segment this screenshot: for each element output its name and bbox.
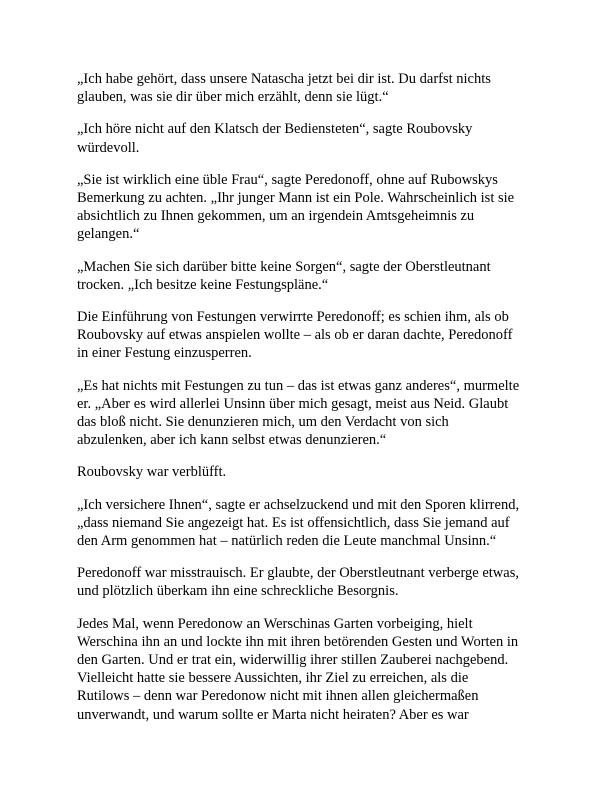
paragraph-10: Jedes Mal, wenn Peredonow an Werschinas Garten vorbeiging, hielt Werschina ihn an und lockte ihn mit ihren betörenden Gesten und Worten in den Garten. Und er trat ein, widerwillig ihrer stillen Zauberei nachgebend. Vielleicht hatte sie bessere Aussichten, ihr Ziel zu erreichen, als die Rutilows – denn war Peredonow nicht mit ihnen allen gleichermaßen unverwandt, und warum sollte er Marta nicht heiraten? Aber es war (77, 615, 519, 723)
paragraph-9: Peredonoff war misstrauisch. Er glaubte, der Oberstleutnant verberge etwas, und plötzlich überkam ihn eine schreckliche Besorgnis. (77, 565, 519, 600)
paragraph-5: Die Einführung von Festungen verwirrte Peredonoff; es schien ihm, als ob Roubovsky auf etwas anspielen wollte – als ob er daran dachte, Peredonoff in einer Festung einzusperren. (77, 309, 513, 362)
paragraph-4: „Machen Sie sich darüber bitte keine Sorgen“, sagte der Oberstleutnant trocken. „Ich besitze keine Festungspläne.“ (77, 258, 491, 293)
paragraph-3: „Sie ist wirklich eine üble Frau“, sagte Peredonoff, ohne auf Rubowskys Bemerkung zu achten. „Ihr junger Mann ist ein Pole. Wahrscheinlich ist sie absichtlich zu Ihnen gekommen, um an irgendein Amtsgeheimnis zu gelangen.“ (77, 171, 515, 243)
paragraph-2: „Ich höre nicht auf den Klatsch der Bediensteten“, sagte Roubovsky würdevoll. (77, 121, 473, 156)
document-page (77, 70, 540, 738)
paragraph-6: „Es hat nichts mit Festungen zu tun – das ist etwas ganz anderes“, murmelte er. „Aber es wird allerlei Unsinn über mich gesagt, meist aus Neid. Glaubt das bloß nicht. Sie denunzieren mich, um den Verdacht von sich abzulenken, aber ich kann selbst etwas denunzieren.“ (77, 377, 520, 449)
paragraph-8: „Ich versichere Ihnen“, sagte er achselzuckend und mit den Sporen klirrend, „dass niemand Sie angezeigt hat. Es ist offensichtlich, dass Sie jemand auf den Arm genommen hat – natürlich reden die Leute manchmal Unsinn.“ (77, 496, 520, 550)
paragraph-1: „Ich habe gehört, dass unsere Natascha jetzt bei dir ist. Du darfst nichts glauben, was sie dir über mich erzählt, denn sie lügt.“ (77, 71, 491, 106)
paragraph-7: Roubovsky war verblüfft. (77, 464, 227, 481)
